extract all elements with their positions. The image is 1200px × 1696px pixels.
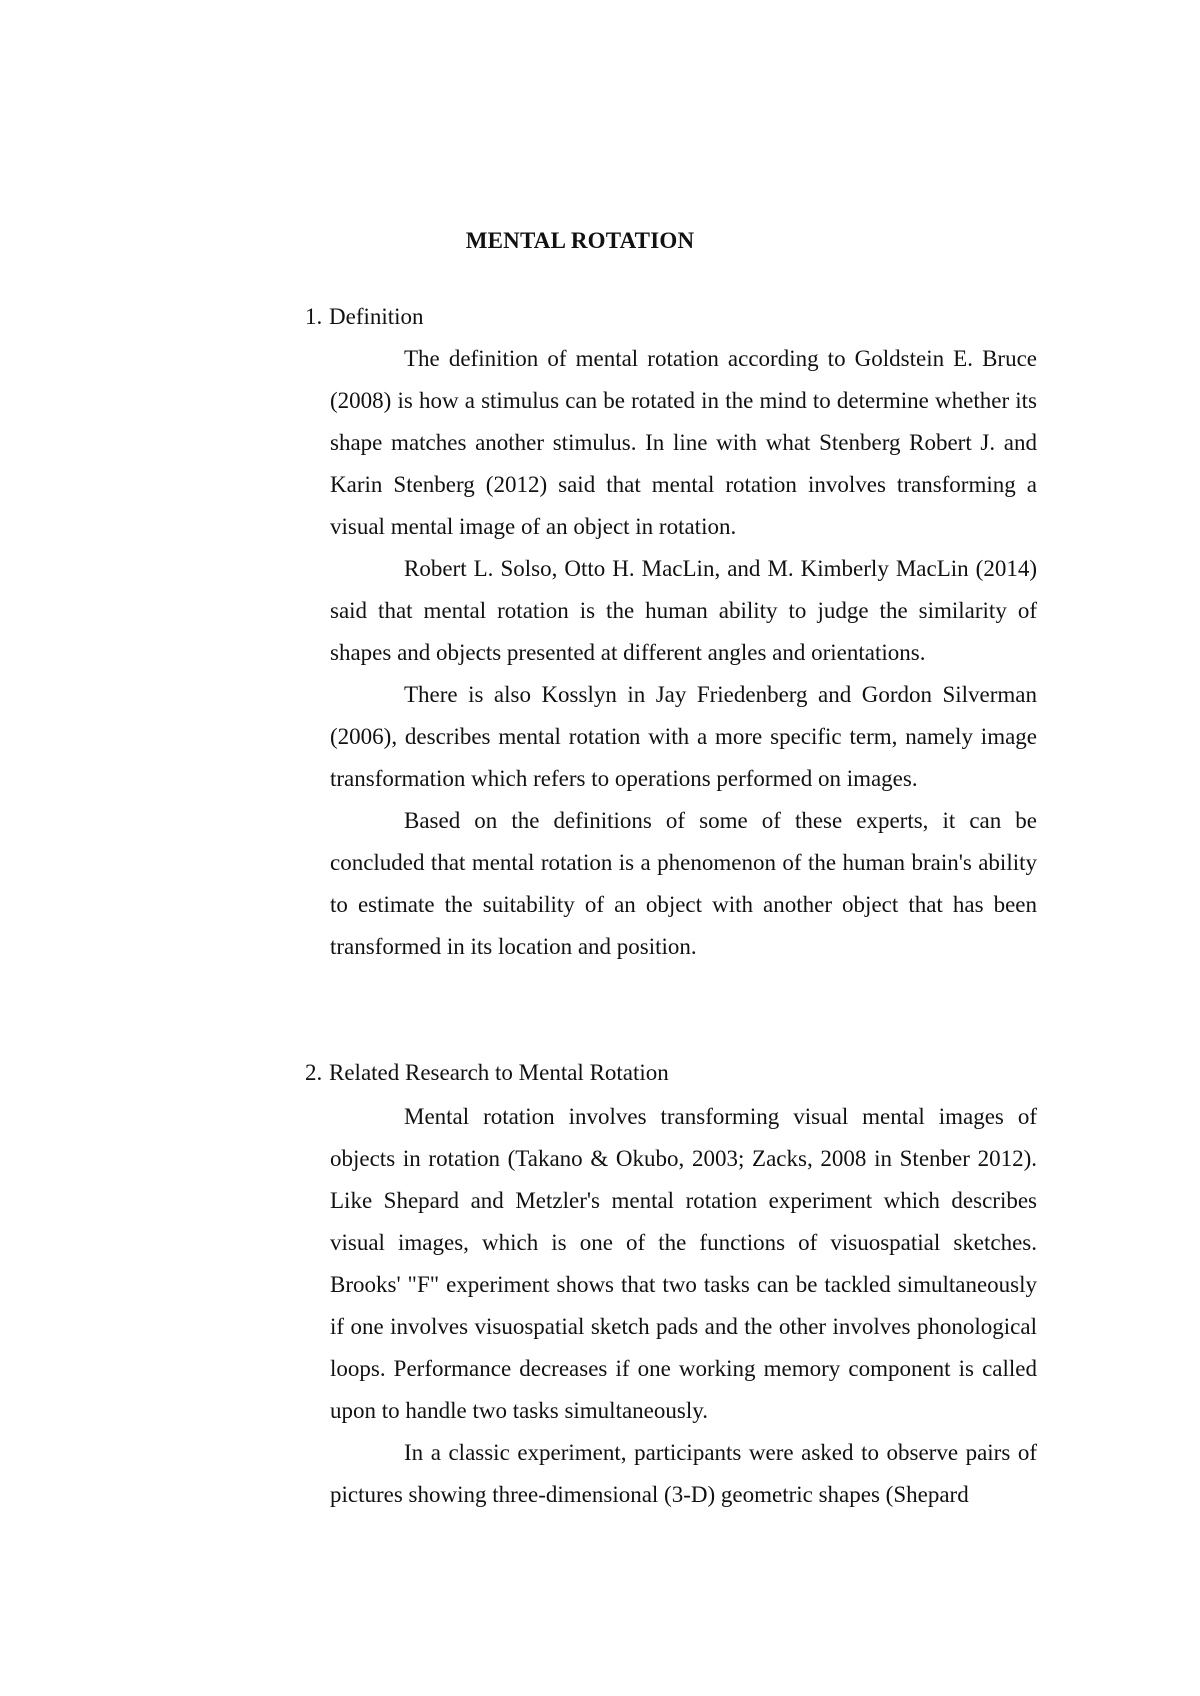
section-body-related-research bbox=[330, 1096, 1037, 1516]
section-heading-definition bbox=[305, 302, 424, 332]
section-body-definition bbox=[330, 338, 1037, 968]
page-title: MENTAL ROTATION bbox=[465, 228, 695, 253]
section-title: Definition bbox=[329, 304, 424, 329]
section-number: 1. bbox=[305, 304, 323, 329]
section-number: 2. bbox=[305, 1060, 323, 1085]
section-title: Related Research to Mental Rotation bbox=[329, 1060, 669, 1085]
paragraph: Mental rotation involves transforming visual mental images of objects in rotation (Takano & Okubo, 2003; Zacks, 2008 in Stenber 2012). Like Shepard and Metzler's mental rotation experiment which describes visual images, which is one of the functions of visuospatial sketches. Brooks' "F" experiment shows that two tasks can be tackled simultaneously if one involves visuospatial sketch pads and the other involves phonological loops. Performance decreases if one working memory component is called upon to handle two tasks simultaneously. bbox=[330, 1104, 1037, 1423]
paragraph: Based on the definitions of some of these experts, it can be concluded that mental rotation is a phenomenon of the human brain's ability to estimate the suitability of an object with another object that has been transformed in its location and position. bbox=[330, 808, 1037, 959]
paragraph: There is also Kosslyn in Jay Friedenberg and Gordon Silverman (2006), describes mental rotation with a more specific term, namely image transformation which refers to operations performed on images. bbox=[330, 682, 1037, 791]
paragraph: Robert L. Solso, Otto H. MacLin, and M. Kimberly MacLin (2014) said that mental rotation is the human ability to judge the similarity of shapes and objects presented at different angles and orientations. bbox=[330, 556, 1037, 665]
paragraph: The definition of mental rotation according to Goldstein E. Bruce (2008) is how a stimulus can be rotated in the mind to determine whether its shape matches another stimulus. In line with what Stenberg Robert J. and Karin Stenberg (2012) said that mental rotation involves transforming a visual mental image of an object in rotation. bbox=[330, 346, 1037, 539]
paragraph: In a classic experiment, participants were asked to observe pairs of pictures showing three-dimensional (3-D) geometric shapes (Shepard bbox=[330, 1440, 1037, 1507]
section-heading-related-research bbox=[305, 1058, 669, 1088]
